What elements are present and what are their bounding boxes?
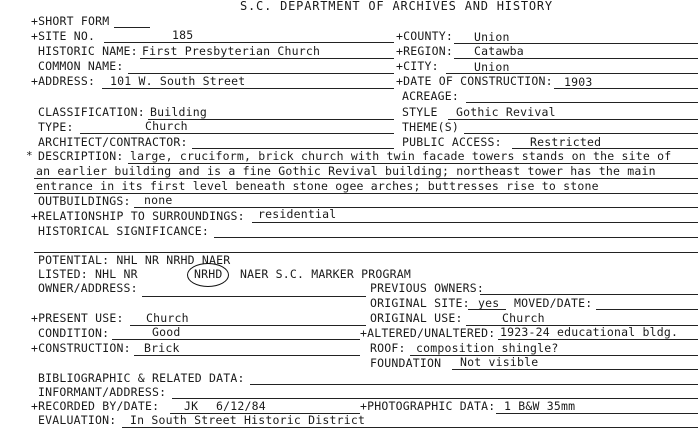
relationship-line: [252, 222, 698, 223]
description-marker: *: [26, 149, 33, 162]
listed-rest-label: NAER S.C. MARKER PROGRAM: [240, 267, 411, 281]
outbuildings-line: [134, 207, 698, 208]
foundation-value: Not visible: [460, 355, 539, 369]
evaluation-value: In South Street Historic District: [130, 413, 366, 427]
recorded-date-value: 6/12/84: [216, 399, 266, 413]
evaluation-line: [122, 427, 698, 428]
architect-label: ARCHITECT/CONTRACTOR:: [38, 135, 188, 149]
nrhd-circle-mark: [187, 263, 229, 287]
relationship-label: +RELATIONSHIP TO SURROUNDINGS:: [31, 209, 245, 223]
foundation-label: FOUNDATION: [370, 356, 442, 370]
county-value: Union: [474, 30, 510, 44]
site-no-value: 185: [172, 28, 194, 42]
informant-label: INFORMANT/ADDRESS:: [38, 385, 167, 399]
recorded-by-value: JK: [184, 399, 199, 413]
city-value: Union: [474, 60, 510, 74]
region-label: +REGION:: [396, 44, 453, 58]
original-use-value: Church: [502, 311, 545, 325]
original-site-value: yes: [478, 296, 500, 310]
date-construction-label: +DATE OF CONSTRUCTION:: [396, 74, 553, 88]
construction-value: Brick: [144, 341, 180, 355]
address-value: 101 W. South Street: [110, 74, 246, 88]
classification-label: CLASSIFICATION:: [38, 105, 145, 119]
type-value: Church: [145, 119, 188, 133]
altered-label: +ALTERED/UNALTERED:: [360, 326, 496, 340]
previous-owners-label: PREVIOUS OWNERS:: [370, 281, 484, 295]
date-construction-line: [554, 88, 698, 89]
evaluation-label: EVALUATION:: [38, 413, 117, 427]
construction-line: [134, 355, 360, 356]
historical-significance-line: [214, 237, 698, 238]
historic-name-line: [140, 58, 394, 59]
public-access-label: PUBLIC ACCESS:: [402, 135, 502, 149]
owner-address-line: [142, 296, 366, 297]
photographic-label: +PHOTOGRAPHIC DATA:: [360, 399, 496, 413]
relationship-value: residential: [258, 207, 337, 221]
style-line: [448, 119, 698, 120]
moved-date-line: [596, 309, 698, 310]
public-access-value: Restricted: [530, 135, 602, 149]
altered-line: [498, 339, 698, 340]
photographic-line: [496, 413, 698, 414]
outbuildings-label: OUTBUILDINGS:: [38, 194, 131, 208]
bibliographic-label: BIBLIOGRAPHIC & RELATED DATA:: [38, 371, 245, 385]
altered-value: 1923-24 educational bldg.: [500, 325, 679, 339]
bibliographic-line: [250, 384, 698, 385]
moved-date-label: MOVED/DATE:: [514, 296, 593, 310]
address-line: [102, 88, 394, 89]
description-line-3: entrance in its first level beneath stone ogee arches; buttresses rise to stone: [36, 179, 599, 193]
site-no-line: [104, 42, 394, 43]
theme-label: THEME(S): [402, 120, 459, 134]
region-line: [454, 58, 698, 59]
condition-label: CONDITION:: [38, 326, 110, 340]
classification-value: Building: [150, 105, 207, 119]
present-use-label: +PRESENT USE:: [31, 311, 124, 325]
original-site-line: [468, 309, 506, 310]
acreage-label: ACREAGE:: [402, 89, 459, 103]
condition-line: [112, 339, 360, 340]
roof-line: [410, 355, 698, 356]
owner-address-label: OWNER/ADDRESS:: [38, 281, 138, 295]
short-form-label: +SHORT FORM: [31, 14, 110, 28]
county-label: +COUNTY:: [396, 29, 453, 43]
description-label: DESCRIPTION:: [38, 149, 124, 163]
present-use-value: Church: [146, 311, 189, 325]
potential-label: POTENTIAL: NHL NR NRHD NAER: [38, 253, 231, 267]
photographic-value: 1 B&W 35mm: [504, 399, 576, 413]
style-value: Gothic Revival: [456, 105, 556, 119]
theme-line: [464, 133, 698, 134]
description-line-1: large, cruciform, brick church with twin facade towers stands on the site of: [130, 149, 672, 163]
outbuildings-value: none: [144, 193, 173, 207]
common-name-label: COMMON NAME:: [38, 59, 124, 73]
roof-value: composition shingle?: [416, 341, 559, 355]
style-label: STYLE: [402, 105, 438, 119]
recorded-by-label: +RECORDED BY/DATE:: [31, 399, 160, 413]
form-header: S.C. DEPARTMENT OF ARCHIVES AND HISTORY: [240, 0, 553, 13]
city-label: +CITY:: [396, 59, 439, 73]
listed-label: LISTED: NHL NR: [38, 267, 138, 281]
address-label: +ADDRESS:: [31, 74, 96, 88]
description-rule-3: [34, 193, 698, 194]
region-value: Catawba: [474, 44, 524, 58]
site-no-label: +SITE NO.: [31, 29, 96, 43]
type-label: TYPE:: [38, 120, 74, 134]
condition-value: Good: [152, 325, 181, 339]
acreage-line: [466, 102, 698, 103]
historic-name-label: HISTORIC NAME:: [38, 44, 138, 58]
short-form-line: [114, 27, 150, 28]
foundation-line: [452, 369, 698, 370]
listed-nrhd: NRHD: [194, 267, 223, 281]
roof-label: ROOF:: [370, 341, 406, 355]
original-site-label: ORIGINAL SITE:: [370, 296, 470, 310]
historic-name-value: First Presbyterian Church: [142, 44, 321, 58]
date-construction-value: 1903: [564, 75, 593, 89]
previous-owners-line: [480, 294, 698, 295]
historical-significance-label: HISTORICAL SIGNIFICANCE:: [38, 224, 209, 238]
construction-label: +CONSTRUCTION:: [31, 341, 131, 355]
type-line: [80, 133, 394, 134]
original-use-label: ORIGINAL USE:: [370, 311, 463, 325]
description-line-2: an earlier building and is a fine Gothic Revival building; northeast tower has the main: [36, 164, 656, 178]
